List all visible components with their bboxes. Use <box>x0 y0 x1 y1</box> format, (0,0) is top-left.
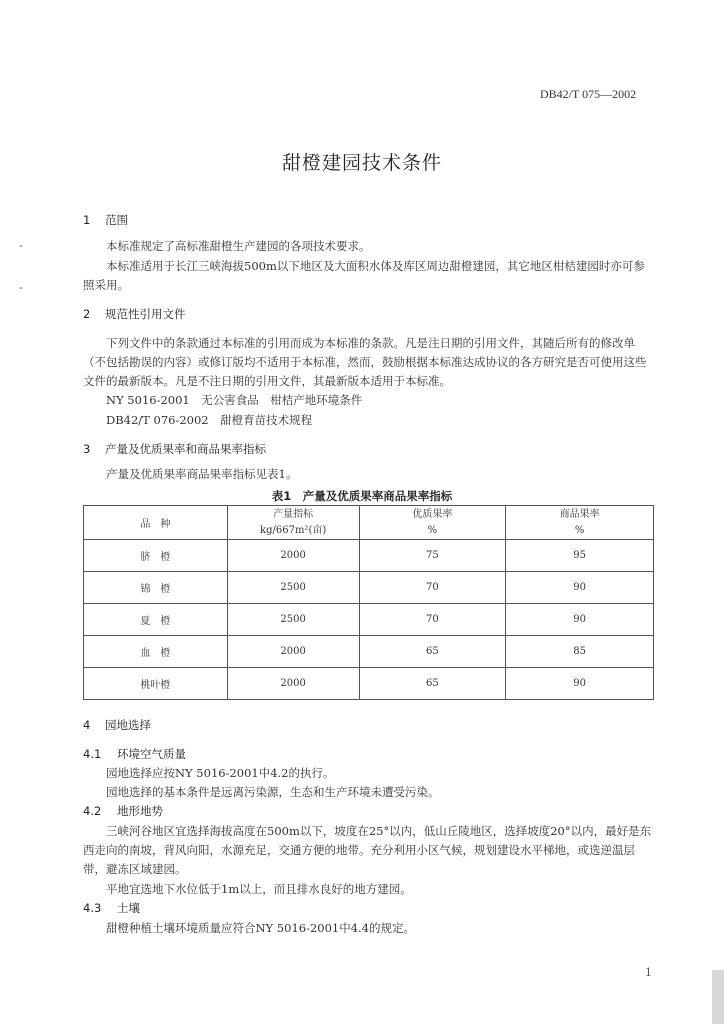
scan-edge <box>712 970 724 1024</box>
subsection-number: 4.3 <box>83 901 102 915</box>
cell-quality: 65 <box>359 668 506 700</box>
header-commodity-unit: % <box>574 524 585 536</box>
margin-mark: - <box>19 239 23 252</box>
section-title: 规范性引用文件 <box>105 307 186 321</box>
reference-item: NY 5016-2001 无公害食品 柑桔产地环境条件 <box>106 393 363 407</box>
subsection-title: 环境空气质量 <box>117 747 186 761</box>
subsection-number: 4.2 <box>83 804 102 818</box>
subsection-title: 地形地势 <box>117 804 163 818</box>
header-quality-label: 优质果率 <box>412 508 453 520</box>
table-row <box>84 604 654 636</box>
cell-yield: 2500 <box>227 604 359 636</box>
cell-commodity: 95 <box>506 540 654 572</box>
subsection-title: 土壤 <box>117 901 140 915</box>
section-title: 园地选择 <box>105 718 151 732</box>
subsection-4-2-para-1: 三峡河谷地区宜选择海拔高度在500m以下，坡度在25°以内，低山丘陵地区，选择坡度20°以内，最好是东西走向的南坡，背风向阳，水源充足，交通方便的地带。充分利用小区气候，规划建设水平梯地，或选逆温层带，避冻区域建园。 <box>83 824 652 876</box>
section-number: 3 <box>83 442 91 456</box>
cell-yield: 2500 <box>227 572 359 604</box>
section-number: 4 <box>83 718 91 732</box>
subsection-4-1-para-1: 园地选择应按NY 5016-2001中4.2的执行。 <box>106 766 335 780</box>
section-1-heading <box>83 212 128 228</box>
section-number: 2 <box>83 307 91 321</box>
section-2-heading <box>83 306 186 322</box>
subsection-number: 4.1 <box>83 747 102 761</box>
section-title: 范围 <box>105 213 128 227</box>
header-yield <box>227 506 359 540</box>
subsection-4-2-heading <box>83 803 163 819</box>
reference-item: DB42/T 076-2002 甜橙育苗技术规程 <box>106 413 313 427</box>
cell-variety: 锦 橙 <box>84 572 228 604</box>
subsection-4-3-para: 甜橙种植土壤环境质量应符合NY 5016-2001中4.4的规定。 <box>106 921 416 935</box>
subsection-4-2-para-2: 平地宜选地下水位低于1m以上，而且排水良好的地方建园。 <box>106 882 412 896</box>
table-header-row <box>84 506 654 540</box>
standard-code: DB42/T 075—2002 <box>540 87 637 101</box>
section-3-heading <box>83 441 266 457</box>
subsection-4-1-para-2: 园地选择的基本条件是远离污染源，生态和生产环境未遭受污染。 <box>106 785 440 799</box>
section-title: 产量及优质果率和商品果率指标 <box>105 442 266 456</box>
cell-variety: 脐 橙 <box>84 540 228 572</box>
header-variety: 品 种 <box>84 506 228 540</box>
section-1-para-2: 本标准适用于长江三峡海拔500m以下地区及大面积水体及库区周边甜橙建园，其它地区柑桔建园时亦可参照采用。 <box>83 259 645 292</box>
header-commodity-label: 商品果率 <box>559 508 600 520</box>
table-row <box>84 636 654 668</box>
page-number: 1 <box>645 966 652 979</box>
header-yield-unit: kg/667m²(亩) <box>260 524 327 536</box>
section-2-para: 下列文件中的条款通过本标准的引用而成为本标准的条款。凡是注日期的引用文件，其随后所有的修改单（不包括勘误的内容）或修订版均不适用于本标准，然而，鼓励根据本标准达成协议的各方研究是否可使用这些文件的最新版本。凡是不注日期的引用文件，其最新版本适用于本标准。 <box>83 336 647 388</box>
header-yield-label: 产量指标 <box>273 508 314 520</box>
subsection-4-3-heading <box>83 900 140 916</box>
section-1-para-1: 本标准规定了高标准甜橙生产建园的各项技术要求。 <box>106 239 371 253</box>
cell-yield: 2000 <box>227 540 359 572</box>
section-number: 1 <box>83 213 91 227</box>
cell-commodity: 85 <box>506 636 654 668</box>
header-quality <box>359 506 506 540</box>
table-row <box>84 668 654 700</box>
cell-quality: 75 <box>359 540 506 572</box>
cell-quality: 65 <box>359 636 506 668</box>
section-4-heading <box>83 717 151 733</box>
table-row <box>84 540 654 572</box>
header-commodity <box>506 506 654 540</box>
yield-table <box>83 505 654 700</box>
cell-variety: 血 橙 <box>84 636 228 668</box>
cell-variety: 夏 橙 <box>84 604 228 636</box>
cell-commodity: 90 <box>506 604 654 636</box>
cell-commodity: 90 <box>506 572 654 604</box>
header-quality-unit: % <box>427 524 438 536</box>
table-caption: 表1 产量及优质果率商品果率指标 <box>271 489 453 503</box>
cell-variety: 桃叶橙 <box>84 668 228 700</box>
cell-yield: 2000 <box>227 636 359 668</box>
cell-quality: 70 <box>359 604 506 636</box>
margin-mark: - <box>19 281 23 294</box>
subsection-4-1-heading <box>83 746 186 762</box>
cell-commodity: 90 <box>506 668 654 700</box>
table-row <box>84 572 654 604</box>
cell-yield: 2000 <box>227 668 359 700</box>
section-3-intro: 产量及优质果率商品果率指标见表1。 <box>106 467 298 481</box>
cell-quality: 70 <box>359 572 506 604</box>
page-title: 甜橙建园技术条件 <box>281 152 442 174</box>
